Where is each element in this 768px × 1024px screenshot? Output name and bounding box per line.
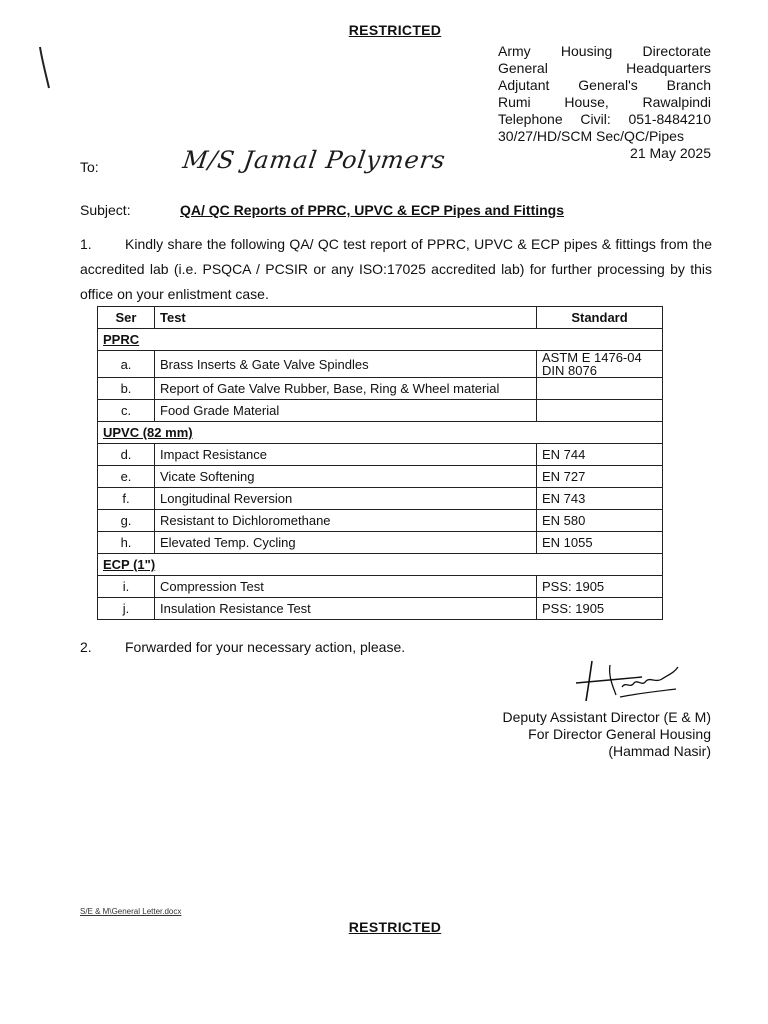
recipient-name-handwritten: M/S Jamal Polymers (181, 146, 448, 174)
address-line: Telephone Civil: 051-8484210 (498, 111, 711, 127)
paragraph-text: Forwarded for your necessary action, please. (125, 639, 406, 655)
footer-file-path: S/E & M\General Letter.docx (80, 907, 182, 916)
classification-footer: RESTRICTED (348, 919, 442, 935)
row-ser: e. (98, 466, 155, 488)
paragraph-number: 1. (80, 236, 92, 252)
group-label: ECP (1") (98, 554, 663, 576)
paragraph-1 (80, 232, 712, 307)
handwritten-signature-icon (570, 655, 680, 705)
row-standard: EN 743 (537, 488, 663, 510)
row-ser: c. (98, 400, 155, 422)
row-test: Impact Resistance (155, 444, 537, 466)
row-ser: a. (98, 351, 155, 378)
table-header-row (98, 307, 663, 329)
letter-date: 21 May 2025 (630, 145, 711, 161)
table-row (98, 351, 663, 378)
standard-line: ASTM E 1476-04 (542, 350, 642, 365)
header-test: Test (155, 307, 537, 329)
qa-test-table (97, 306, 663, 620)
row-test: Food Grade Material (155, 400, 537, 422)
row-ser: g. (98, 510, 155, 532)
table-row (98, 598, 663, 620)
row-standard: EN 727 (537, 466, 663, 488)
to-label: To: (80, 159, 99, 175)
group-label: UPVC (82 mm) (98, 422, 663, 444)
row-test: Report of Gate Valve Rubber, Base, Ring & Wheel material (155, 378, 537, 400)
row-standard: PSS: 1905 (537, 598, 663, 620)
address-line: Adjutant General's Branch (498, 77, 711, 93)
row-ser: f. (98, 488, 155, 510)
table-row (98, 444, 663, 466)
address-line: General Headquarters (498, 60, 711, 76)
row-standard: PSS: 1905 (537, 576, 663, 598)
table-row (98, 466, 663, 488)
row-standard (537, 378, 663, 400)
subject-text: QA/ QC Reports of PPRC, UPVC & ECP Pipes and Fittings (180, 202, 565, 218)
row-ser: b. (98, 378, 155, 400)
group-row-pprc (98, 329, 663, 351)
row-test: Compression Test (155, 576, 537, 598)
header-standard: Standard (537, 307, 663, 329)
table-row (98, 400, 663, 422)
signatory-authority: For Director General Housing (528, 726, 711, 742)
group-row-ecp (98, 554, 663, 576)
row-test: Longitudinal Reversion (155, 488, 537, 510)
signature-block (502, 709, 711, 760)
row-ser: j. (98, 598, 155, 620)
row-test: Insulation Resistance Test (155, 598, 537, 620)
row-test: Brass Inserts & Gate Valve Spindles (155, 351, 537, 378)
table-row (98, 576, 663, 598)
row-standard (537, 351, 663, 378)
signatory-name: (Hammad Nasir) (608, 743, 711, 759)
row-test: Elevated Temp. Cycling (155, 532, 537, 554)
group-label: PPRC (98, 329, 663, 351)
paragraph-2 (80, 639, 405, 655)
standard-line: DIN 8076 (542, 363, 597, 378)
row-standard: EN 1055 (537, 532, 663, 554)
row-test: Vicate Softening (155, 466, 537, 488)
row-ser: h. (98, 532, 155, 554)
table-row (98, 510, 663, 532)
paragraph-text: Kindly share the following QA/ QC test report of PPRC, UPVC & ECP pipes & fittings from the accredited lab (i.e. PSQCA / PCSIR or any ISO:17025 accredited lab) for further processing by this office on your enlistment case. (80, 236, 712, 302)
subject-label: Subject: (80, 202, 131, 218)
table-row (98, 532, 663, 554)
paragraph-number: 2. (80, 639, 92, 655)
row-standard (537, 400, 663, 422)
table-row (98, 488, 663, 510)
header-ser: Ser (98, 307, 155, 329)
row-ser: d. (98, 444, 155, 466)
row-ser: i. (98, 576, 155, 598)
address-line: Rumi House, Rawalpindi (498, 94, 711, 110)
row-standard: EN 744 (537, 444, 663, 466)
reference-number: 30/27/HD/SCM Sec/QC/Pipes (498, 128, 684, 144)
table-row (98, 378, 663, 400)
group-row-upvc (98, 422, 663, 444)
margin-pen-mark-icon (38, 45, 52, 90)
sender-address (498, 43, 711, 162)
address-line: Army Housing Directorate (498, 43, 711, 59)
signatory-title: Deputy Assistant Director (E & M) (502, 709, 711, 725)
row-standard: EN 580 (537, 510, 663, 532)
row-test: Resistant to Dichloromethane (155, 510, 537, 532)
classification-header: RESTRICTED (348, 22, 442, 38)
